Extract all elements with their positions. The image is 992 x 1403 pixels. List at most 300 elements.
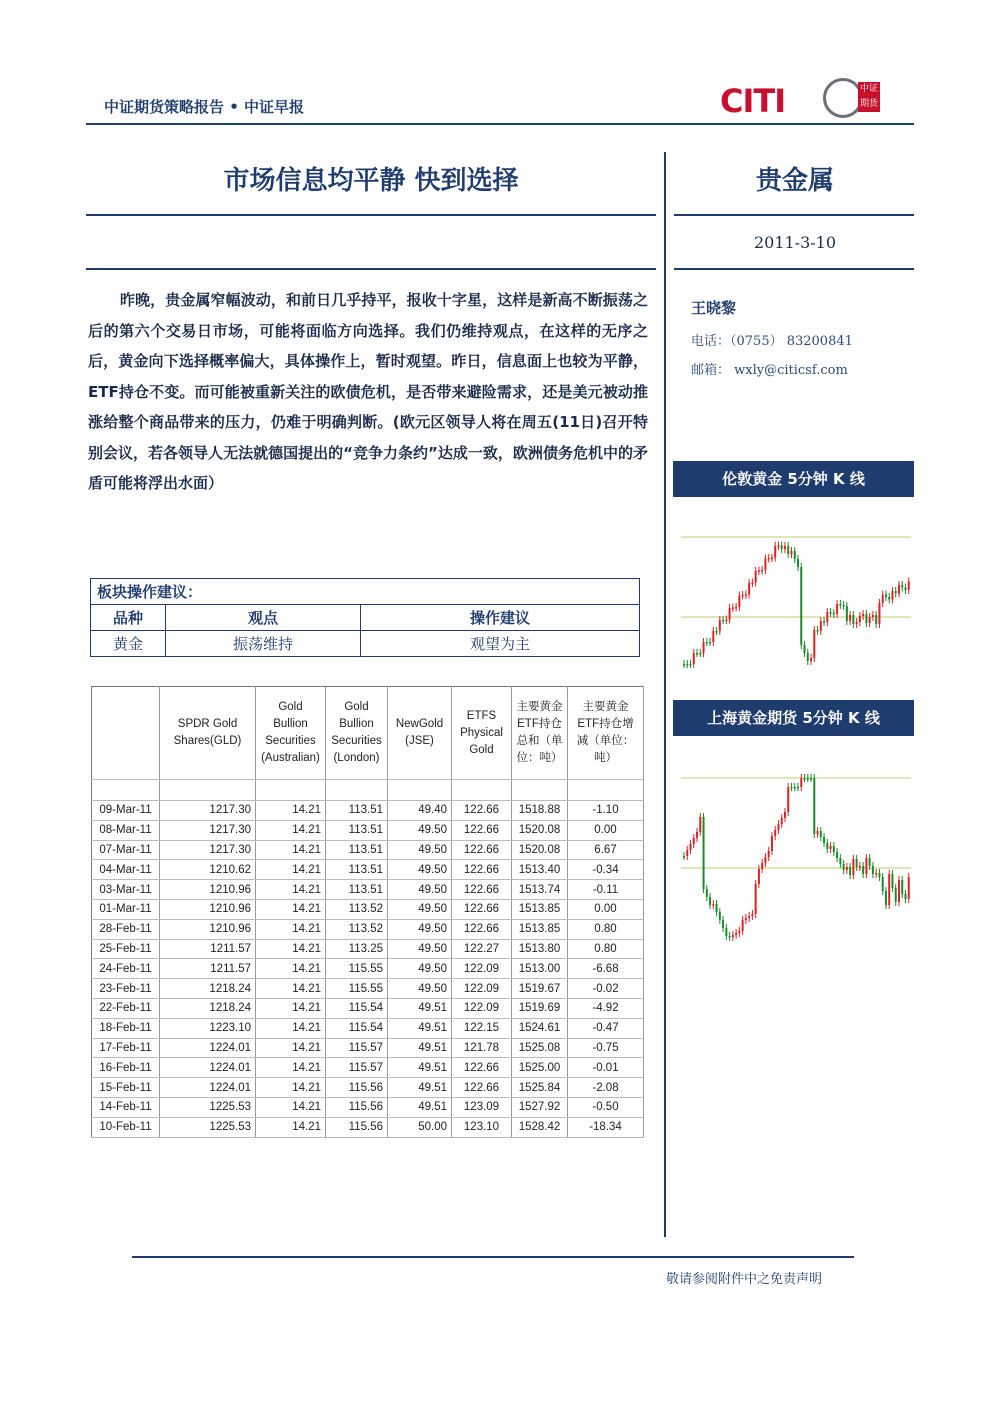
table-row [92,801,644,821]
candle [761,566,763,575]
etf-value-cell: 49.50 [388,860,452,880]
etf-date-cell: 24-Feb-11 [92,959,160,979]
candle [703,638,705,657]
etf-value-cell: 1525.84 [512,1078,568,1098]
etf-holdings-table [91,686,644,1138]
title-rule [86,214,656,216]
etf-date-cell: 03-Mar-11 [92,880,160,900]
etf-value-cell: 49.50 [388,979,452,999]
etf-value-cell: 14.21 [256,880,326,900]
candle [807,649,809,665]
author-email[interactable]: 邮箱： wxly@citicsf.com [691,363,848,378]
etf-value-cell: 113.51 [326,801,388,821]
etf-value-cell: 1217.30 [160,840,256,860]
candle [719,616,721,635]
etf-value-cell: 49.50 [388,919,452,939]
candle [738,592,740,612]
candle [904,584,906,595]
candle [849,611,851,625]
candle [693,834,695,848]
candle [797,783,799,791]
etf-value-cell: 49.51 [388,1097,452,1117]
candle [784,542,786,553]
etf-date-cell: 25-Feb-11 [92,939,160,959]
etf-value-cell: 122.66 [452,880,512,900]
candle [898,876,900,906]
etf-value-cell: -0.75 [568,1038,644,1058]
candle [777,542,779,551]
etf-value-cell: 14.21 [256,1058,326,1078]
etf-value-cell: 1217.30 [160,820,256,840]
candle [735,929,737,939]
candle [790,783,792,791]
candle [882,873,884,895]
etf-value-cell: 113.52 [326,919,388,939]
etf-value-cell: 1210.96 [160,919,256,939]
candle [722,916,724,932]
candle [846,602,848,625]
etf-value-cell: 0.00 [568,820,644,840]
etf-value-cell: 49.50 [388,959,452,979]
etf-header-5: ETFS Physical Gold [452,687,512,780]
etf-header-3: Gold Bullion Securities (London) [326,687,388,780]
etf-value-cell: 1210.96 [160,899,256,919]
author-name: 王晓黎 [691,299,737,317]
etf-value-cell: 14.21 [256,1097,326,1117]
candle [751,910,753,920]
etf-value-cell: 0.80 [568,919,644,939]
candle [706,638,708,646]
advice-header-variety: 品种 [91,605,166,631]
etf-value-cell: 121.78 [452,1038,512,1058]
candle [712,900,714,909]
etf-value-cell: 14.21 [256,860,326,880]
candle [820,827,822,841]
candle [810,654,812,665]
candle [804,774,806,782]
etf-value-cell: 115.56 [326,1078,388,1098]
candle [781,542,783,554]
etf-value-cell: 14.21 [256,1038,326,1058]
etf-value-cell: 115.56 [326,1117,388,1137]
candle [716,627,718,635]
section-rule [674,214,914,216]
table-row [92,959,644,979]
table-row [92,1117,644,1137]
etf-value-cell: 14.21 [256,1018,326,1038]
candle [745,914,747,924]
market-commentary: 昨晚，贵金属窄幅波动，和前日几乎持平，报收十字星，这样是新高不断振荡之后的第六个交易日市场，可能将面临方向选择。我们仍维持观点，在这样的无序之后，黄金向下选择概率偏大，具体操作上，暂时观望。昨日，信息面上也较为平静，ETF持仓不变。而可能被重新关注的欧债危机，是否带来避险需求，还是美元被动推涨给整个商品带来的压力，仍难于明确判断。(欧元区领导人将在周五(11日)召开特别会议，若各领导人无法就德国提出的“竞争力条约”达成一致，欧洲债务危机中的矛盾可能将浮出水面） [88,291,648,492]
etf-value-cell: 1527.92 [512,1097,568,1117]
etf-value-cell: 1223.10 [160,1018,256,1038]
etf-header-0 [92,687,160,780]
candle [729,604,731,624]
candle [755,880,757,918]
etf-value-cell: 122.66 [452,1078,512,1098]
etf-value-cell: 115.57 [326,1038,388,1058]
shanghai-gold-chart-title: 上海黄金期货 5分钟 K 线 [673,700,914,736]
candle [758,567,760,576]
candle [826,839,828,853]
etf-header-7: 主要黄金ETF持仓增减（单位：吨） [568,687,644,780]
shanghai-gold-kline-svg [675,740,915,956]
report-series-title: 中证期货策略报告 • 中证早报 [104,98,305,116]
etf-date-cell: 15-Feb-11 [92,1078,160,1098]
candle [908,578,910,595]
etf-value-cell: -4.92 [568,998,644,1018]
candle [696,828,698,842]
etf-value-cell: 49.50 [388,820,452,840]
etf-header-1: SPDR Gold Shares(GLD) [160,687,256,780]
logo-box: 中证期货 [858,82,880,112]
etf-spacer-row [92,780,644,801]
etf-value-cell: 1210.96 [160,880,256,900]
etf-date-cell: 07-Mar-11 [92,840,160,860]
etf-value-cell: 1218.24 [160,998,256,1018]
candle [696,649,698,657]
candle [719,908,721,924]
etf-value-cell: 115.54 [326,1018,388,1038]
etf-date-cell: 04-Mar-11 [92,860,160,880]
candle [862,862,864,878]
candle [800,774,802,791]
table-row [92,880,644,900]
etf-value-cell: 122.66 [452,801,512,821]
shanghai-gold-chart [675,740,915,956]
candle [709,638,711,646]
candle [843,860,845,874]
candle [807,774,809,782]
etf-value-cell: 49.40 [388,801,452,821]
candle [888,593,890,604]
candle [833,842,835,856]
candle [836,600,838,618]
candle [690,660,692,668]
etf-value-cell: 122.09 [452,998,512,1018]
candle [882,591,884,608]
etf-value-cell: 122.66 [452,840,512,860]
etf-value-cell: 115.56 [326,1097,388,1117]
etf-value-cell: 1525.08 [512,1038,568,1058]
etf-value-cell: 1513.00 [512,959,568,979]
etf-value-cell: 1513.74 [512,880,568,900]
etf-value-cell: 1519.69 [512,998,568,1018]
etf-value-cell: 49.50 [388,939,452,959]
candle [856,855,858,871]
candle [849,863,851,879]
column-divider [664,152,666,1237]
advice-header-suggestion: 操作建议 [361,605,640,631]
candle [800,563,802,649]
etf-value-cell: 113.51 [326,820,388,840]
candle [813,774,815,838]
candle [846,863,848,874]
candle [732,604,734,613]
etf-value-cell: 1525.00 [512,1058,568,1078]
candle [852,855,854,879]
candle [787,783,789,816]
etf-value-cell: 14.21 [256,899,326,919]
candle [898,581,900,598]
etf-value-cell: 1513.80 [512,939,568,959]
etf-value-cell: 49.50 [388,840,452,860]
candle [891,587,893,604]
etf-value-cell: 113.51 [326,840,388,860]
etf-value-cell: 0.00 [568,899,644,919]
etf-value-cell: 1224.01 [160,1078,256,1098]
etf-value-cell: 14.21 [256,959,326,979]
etf-value-cell: 115.55 [326,959,388,979]
etf-date-cell: 10-Feb-11 [92,1117,160,1137]
etf-date-cell: 18-Feb-11 [92,1018,160,1038]
etf-value-cell: 1513.85 [512,899,568,919]
etf-value-cell: 1524.61 [512,1018,568,1038]
candle [690,840,692,854]
etf-value-cell: 0.80 [568,939,644,959]
candle [755,567,757,587]
candle [895,587,897,598]
candle [839,854,841,868]
candle [817,827,819,838]
table-row [92,820,644,840]
candle [703,813,705,893]
etf-value-cell: 1224.01 [160,1058,256,1078]
etf-date-cell: 14-Feb-11 [92,1097,160,1117]
candle [895,884,897,906]
table-row [92,998,644,1018]
candle [885,887,887,909]
candle [859,612,861,626]
etf-value-cell: 1224.01 [160,1038,256,1058]
advice-table [90,578,640,657]
etf-value-cell: 113.52 [326,899,388,919]
advice-view: 振荡维持 [166,631,361,657]
candle [901,581,903,592]
etf-value-cell: 1211.57 [160,939,256,959]
etf-value-cell: 14.21 [256,820,326,840]
candle [699,649,701,657]
candle [810,774,812,782]
etf-header-6: 主要黄金ETF持仓总和（单位：吨） [512,687,568,780]
table-row [92,979,644,999]
candle [745,591,747,600]
etf-value-cell: 14.21 [256,1117,326,1137]
candle [768,847,770,861]
candle [869,613,871,627]
candle [716,900,718,916]
candle [852,611,854,628]
candle [771,832,773,855]
etf-value-cell: 1225.53 [160,1117,256,1137]
etf-header-4: NewGold (JSE) [388,687,452,780]
etf-value-cell: 1528.42 [512,1117,568,1137]
candle [686,846,688,860]
etf-value-cell: 14.21 [256,998,326,1018]
etf-value-cell: -0.01 [568,1058,644,1078]
candle [686,660,688,668]
etf-value-cell: -0.50 [568,1097,644,1117]
footer-divider [132,1256,854,1258]
candle [885,591,887,602]
candle [735,603,737,612]
candle [729,932,731,941]
etf-value-cell: 50.00 [388,1117,452,1137]
candle [774,542,776,562]
date-rule [674,268,914,270]
table-row [92,899,644,919]
candle [823,617,825,626]
candle [790,547,792,558]
table-row [92,1018,644,1038]
etf-date-cell: 22-Feb-11 [92,998,160,1018]
candle [683,852,685,860]
etf-value-cell: 49.50 [388,880,452,900]
etf-value-cell: -0.02 [568,979,644,999]
candle [699,813,701,836]
candle [683,660,685,668]
advice-variety: 黄金 [91,631,166,657]
table-row [92,1038,644,1058]
etf-value-cell: 122.66 [452,820,512,840]
etf-value-cell: 1519.67 [512,979,568,999]
candle [748,579,750,599]
etf-value-cell: 1513.40 [512,860,568,880]
advice-suggestion: 观望为主 [361,631,640,657]
candle [784,808,786,822]
etf-value-cell: 49.51 [388,1078,452,1098]
etf-value-cell: 123.09 [452,1097,512,1117]
candle [817,626,819,635]
candle [742,591,744,600]
etf-value-cell: 115.55 [326,979,388,999]
etf-value-cell: 14.21 [256,1078,326,1098]
etf-value-cell: 14.21 [256,840,326,860]
candle [839,600,841,609]
etf-date-cell: 28-Feb-11 [92,919,160,939]
london-gold-chart [675,499,915,696]
candle [774,826,776,840]
etf-value-cell: 122.15 [452,1018,512,1038]
etf-value-cell: 1513.85 [512,919,568,939]
candle [843,601,845,610]
candle [794,547,796,563]
etf-date-cell: 09-Mar-11 [92,801,160,821]
candle [875,869,877,878]
candle [764,853,766,867]
candle [826,608,828,626]
etf-value-cell: 122.66 [452,860,512,880]
table-row [92,1078,644,1098]
etf-value-cell: -18.34 [568,1117,644,1137]
table-row [92,1097,644,1117]
candle [787,542,789,558]
etf-value-cell: 49.51 [388,1038,452,1058]
candle [725,924,727,940]
etf-value-cell: -6.68 [568,959,644,979]
candle [878,869,880,881]
candle [891,870,893,892]
candle [872,611,874,621]
candle [878,599,880,628]
header-divider [86,123,914,125]
section-title: 贵金属 [755,166,834,196]
table-row [92,840,644,860]
advice-header-view: 观点 [166,605,361,631]
etf-value-cell: 122.09 [452,979,512,999]
candle [856,618,858,628]
etf-value-cell: 122.66 [452,899,512,919]
etf-value-cell: -0.34 [568,860,644,880]
advice-caption: 板块操作建议： [91,579,640,605]
candle [904,890,906,903]
etf-value-cell: 1520.08 [512,840,568,860]
logo-ring-icon [823,78,863,118]
london-gold-chart-title: 伦敦黄金 5分钟 K 线 [673,461,914,497]
london-gold-kline-svg [675,499,915,696]
etf-value-cell: 14.21 [256,979,326,999]
candle [830,608,832,617]
etf-value-cell: 113.25 [326,939,388,959]
etf-date-cell: 17-Feb-11 [92,1038,160,1058]
candle [777,820,779,834]
etf-date-cell: 01-Mar-11 [92,899,160,919]
etf-value-cell: 49.51 [388,1058,452,1078]
etf-value-cell: 115.54 [326,998,388,1018]
etf-value-cell: -1.10 [568,801,644,821]
etf-date-cell: 23-Feb-11 [92,979,160,999]
etf-value-cell: 122.09 [452,959,512,979]
candle [830,842,832,853]
report-date: 2011-3-10 [753,233,837,252]
etf-value-cell: 122.27 [452,939,512,959]
etf-value-cell: 122.66 [452,919,512,939]
etf-value-cell: 1211.57 [160,959,256,979]
etf-value-cell: 14.21 [256,801,326,821]
etf-date-cell: 08-Mar-11 [92,820,160,840]
candle [751,579,753,588]
candle [865,854,867,878]
etf-value-cell: 1518.88 [512,801,568,821]
candle [859,862,861,871]
author-phone: 电话：（0755） 83200841 [691,334,853,349]
candle [908,873,910,903]
candle [771,554,773,563]
candle [820,617,822,635]
candle [768,554,770,563]
table-row [92,939,644,959]
etf-value-cell: 123.10 [452,1117,512,1137]
table-row [92,860,644,880]
candle [862,610,864,620]
candle [712,627,714,646]
candle [901,876,903,898]
candle [836,848,838,862]
candle [742,916,744,935]
report-title: 市场信息均平静 快到选择 [223,166,519,196]
etf-value-cell: 1217.30 [160,801,256,821]
candle [748,912,750,922]
subtitle-rule [86,268,656,270]
etf-value-cell: 1210.62 [160,860,256,880]
etf-value-cell: 115.57 [326,1058,388,1078]
etf-value-cell: 49.51 [388,998,452,1018]
candle [865,610,867,627]
etf-value-cell: -2.08 [568,1078,644,1098]
etf-value-cell: 6.67 [568,840,644,860]
etf-value-cell: 113.51 [326,880,388,900]
candle [797,555,799,571]
etf-value-cell: 14.21 [256,919,326,939]
